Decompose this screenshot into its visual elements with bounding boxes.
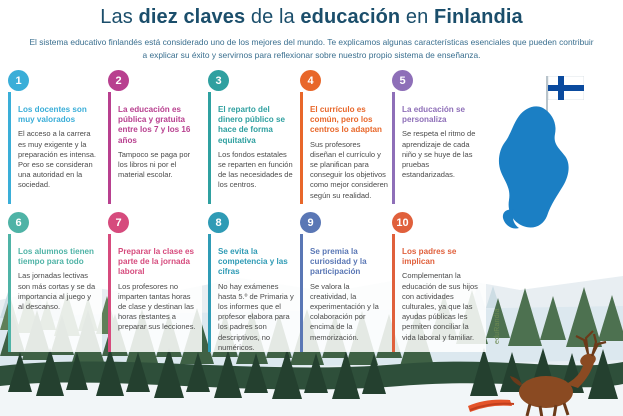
card-5 (392, 92, 486, 204)
card-1-heading: Los docentes son muy valorados (18, 105, 87, 125)
title-part-2: diez claves (138, 6, 246, 28)
card-number-2: 2 (108, 70, 129, 91)
card-10-heading: Los padres se implican (402, 247, 457, 267)
card-number-3: 3 (208, 70, 229, 91)
card-4-body: Sus profesores diseñan el currículo y se planifican para conseguir los objetivos como mejor consideren según su realidad. (310, 139, 388, 200)
card-number-4: 4 (300, 70, 321, 91)
card-7 (108, 234, 202, 352)
brand-watermark: eduRandia (494, 308, 501, 344)
card-6-body: Las jornadas lectivas son más cortas y se da importancia al juego y al descanso. (18, 271, 96, 312)
card-10-body: Complementan la educación de sus hijos con actividades culturales, ya que las ayudas públicas les permiten conciliar la vida laboral y familiar. (402, 271, 478, 342)
title-part-3: de la (245, 6, 301, 28)
card-2-heading: La educación es pública y gratuita entre los 7 y los 16 años (118, 105, 191, 145)
card-2-body: Tampoco se paga por los libros ni por el material escolar. (118, 149, 191, 180)
title-part-4: educación (300, 6, 401, 28)
card-3-body: Los fondos estatales se reparten en función de las necesidades de los centros. (218, 149, 293, 190)
finland-flag-icon (548, 76, 584, 100)
card-9-body: Se valora la creatividad, la experimentación y la colaboración por encima de la memorización. (310, 281, 379, 342)
card-7-body: Los profesores no imparten tantas horas de clase y destinan las horas restantes a preparar sus lecciones. (118, 281, 196, 332)
card-8-body: No hay exámenes hasta 5.º de Primaria y los informes que el profesor elabora para los padres son descriptivos, no numéricos. (218, 281, 294, 352)
card-6-heading: Los alumnos tienen tiempo para todo (18, 247, 95, 267)
card-5-heading: La educación se personaliza (402, 105, 465, 125)
title-part-6: Finlandia (434, 6, 523, 28)
finland-map-icon (485, 104, 585, 234)
card-number-5: 5 (392, 70, 413, 91)
card-9 (300, 234, 394, 352)
card-1-body: El acceso a la carrera es muy exigente y la preparación es intensa. Por eso se consideran una autoridad en la sociedad. (18, 129, 96, 190)
card-number-7: 7 (108, 212, 129, 233)
card-3-heading: El reparto del dinero público se hace de forma equitativa (218, 105, 286, 145)
card-8 (208, 234, 302, 352)
title-part-1: Las (100, 6, 139, 28)
card-8-heading: Se evita la competencia y las cifras (218, 247, 288, 277)
card-6 (8, 234, 102, 352)
page-subtitle: El sistema educativo finlandés está considerado uno de los mejores del mundo. Te explicamos algunas características esenciales que pueden contribuir a explicar su éxito y servirnos para reflexionar sobre nuestro propio sistema de enseñanza. (29, 37, 594, 60)
card-2 (108, 92, 202, 204)
title-part-5: en (400, 6, 435, 28)
card-5-body: Se respeta el ritmo de aprendizaje de cada niño y se huye de las pruebas estandarizadas. (402, 129, 476, 180)
card-number-10: 10 (392, 212, 413, 233)
page-title (0, 6, 623, 29)
card-number-6: 6 (8, 212, 29, 233)
card-7-heading: Preparar la clase es parte de la jornada laboral (118, 247, 195, 277)
card-3 (208, 92, 302, 204)
card-10 (392, 234, 486, 352)
card-4 (300, 92, 394, 204)
card-number-8: 8 (208, 212, 229, 233)
card-9-heading: Se premia la curiosidad y la participación (310, 247, 367, 277)
card-4-heading: El currículo es común, pero los centros lo adaptan (310, 105, 382, 135)
card-1 (8, 92, 102, 204)
card-number-1: 1 (8, 70, 29, 91)
card-number-9: 9 (300, 212, 321, 233)
